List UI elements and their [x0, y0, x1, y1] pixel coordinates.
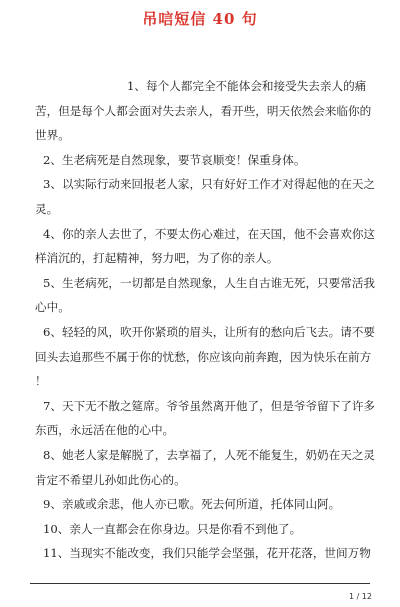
paragraph-7: 7、天下无不散之筵席。爷爷虽然离开他了，但是爷爷留下了许多东西，永远活在他的心中。	[35, 398, 376, 438]
paragraph-3: 3、以实际行动来回报老人家，只有好好工作才对得起他的在天之灵。	[35, 177, 376, 216]
document-body	[35, 72, 378, 566]
paragraph-2: 2、生老病死是自然现象，要节哀顺变！保重身体。	[43, 152, 306, 167]
paragraph-11: 11、当现实不能改变，我们只能学会坚强，花开花落，世间万物	[43, 546, 371, 561]
paragraph-8: 8、她老人家是解脱了，去享福了，人死不能复生，奶奶在天之灵肯定不希望儿孙如此伤心的。	[35, 447, 376, 487]
page-number: 1 / 12	[348, 592, 372, 601]
page-title: 吊唁短信 40 句	[142, 10, 258, 28]
paragraph-10: 10、亲人一直都会在你身边。只是你看不到他了。	[43, 521, 302, 536]
paragraph-5: 5、生老病死，一切都是自然现象，人生自古谁无死，只要常活我心中。	[35, 275, 376, 315]
paragraph-9: 9、亲戚或余悲，他人亦已歌。死去何所道，托体同山阿。	[43, 497, 341, 512]
footer-divider	[30, 583, 370, 584]
paragraph-6: 6、轻轻的风，吹开你紧琐的眉头，让所有的愁向后飞去。请不要回头去追那些不属于你的忧愁，你应该向前奔跑，因为快乐在前方 ！	[35, 324, 376, 389]
paragraph-1: 1、每个人都完全不能体会和接受失去亲人的痛苦，但是每个人都会面对失去亲人，看开些，明天依然会来临你的世界。	[35, 79, 372, 143]
paragraph-4: 4、你的亲人去世了，不要太伤心难过，在天国，他不会喜欢你这样消沉的，打起精神，努力吧，为了你的亲人。	[35, 226, 376, 266]
